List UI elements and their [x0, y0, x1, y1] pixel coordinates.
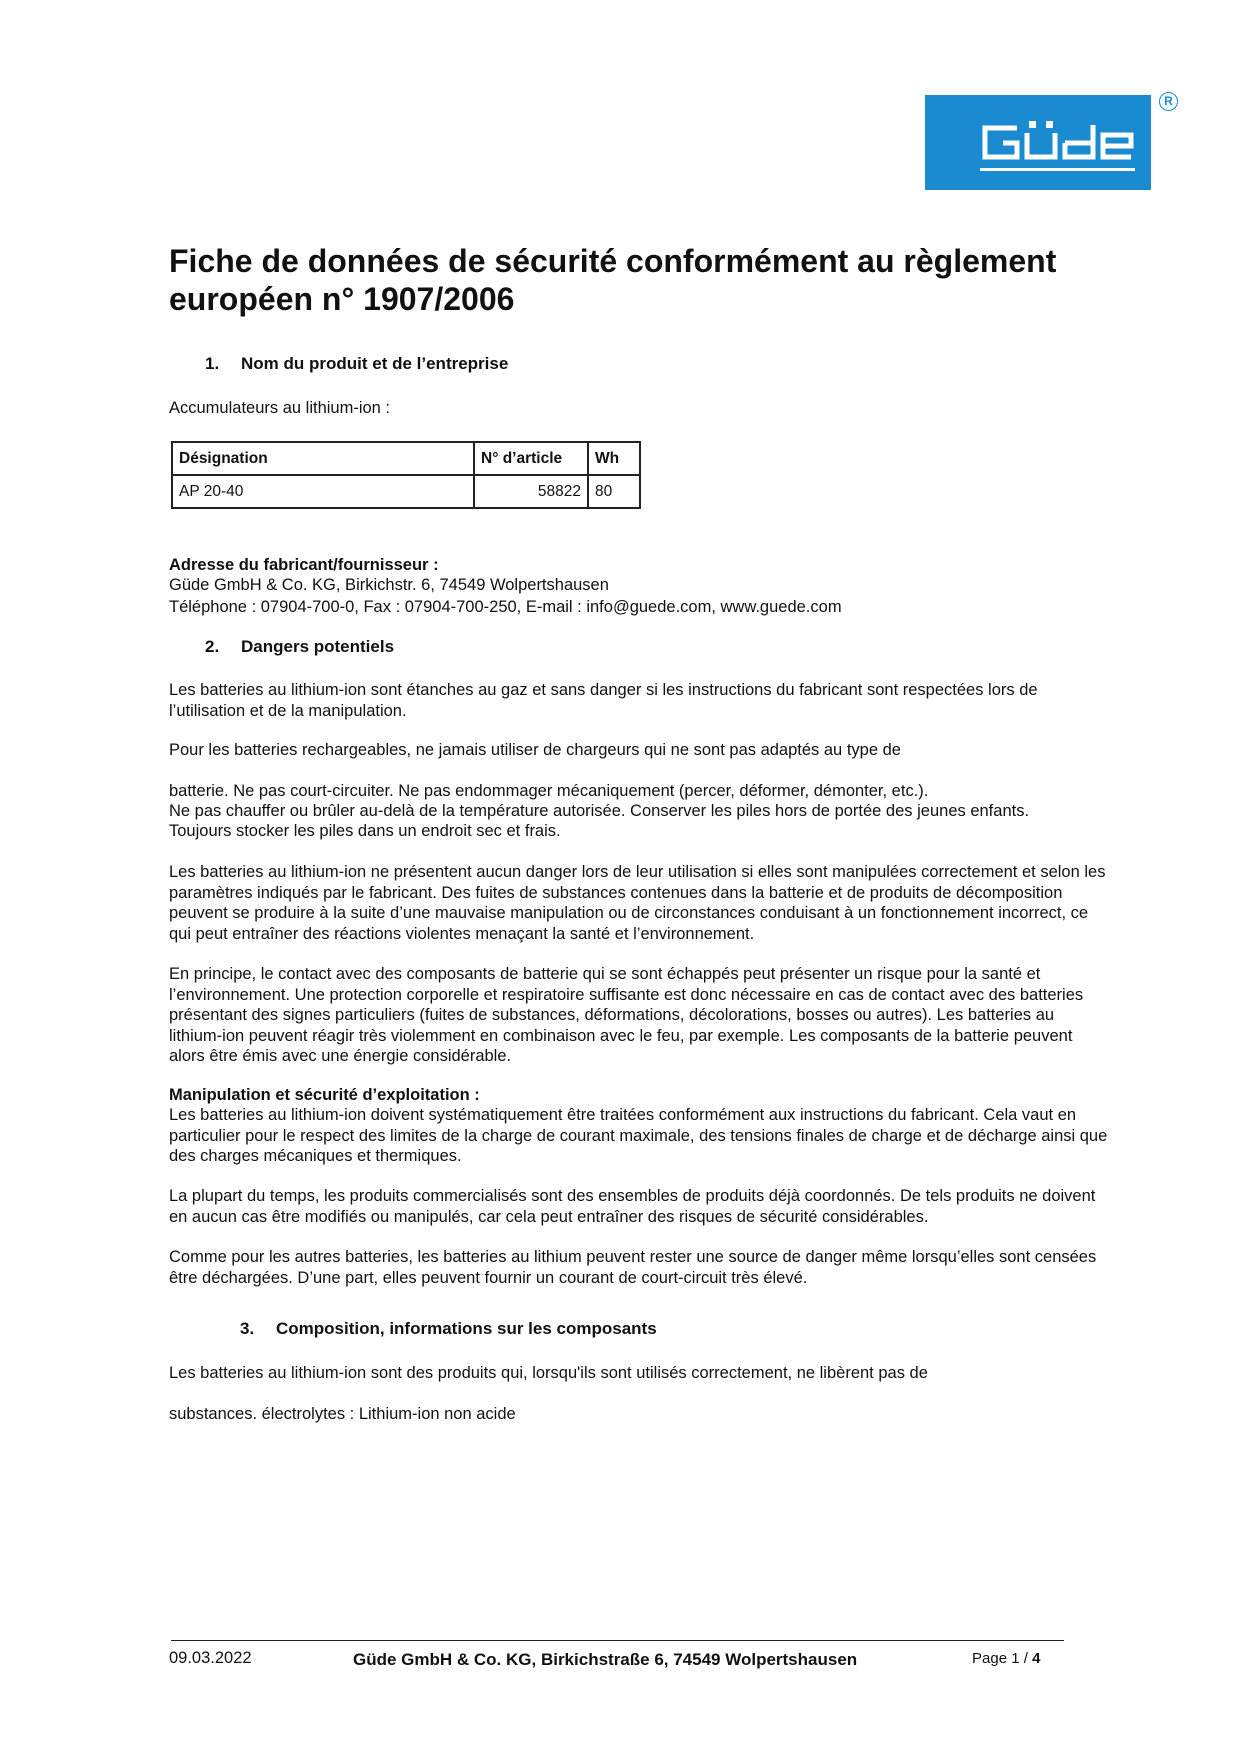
handling-paragraph-1: Les batteries au lithium-ion doivent systématiquement être traitées conformément aux instructions du fabricant. Cela vaut en particulier pour le respect des limites de la charge de courant maximale, des tensions finales de charge et de décharge ainsi que des charges mécaniques et thermiques.: [169, 1106, 1108, 1165]
page-total: 4: [1032, 1650, 1041, 1667]
table-row: [172, 475, 640, 508]
cell-article: 58822: [474, 475, 588, 508]
section-number: 1.: [205, 354, 220, 373]
column-header-designation: Désignation: [172, 442, 474, 475]
section-title: Nom du produit et de l’entreprise: [241, 354, 509, 373]
cell-designation: AP 20-40: [172, 475, 474, 508]
section-number: 2.: [205, 637, 220, 656]
section-title: Composition, informations sur les composants: [276, 1319, 657, 1338]
section-2-heading: [205, 636, 394, 658]
section-3-heading: [240, 1318, 657, 1340]
section-3-paragraph-1: Les batteries au lithium-ion sont des produits qui, lorsqu'ils sont utilisés correctement, ne libèrent pas de: [169, 1364, 928, 1382]
footer-divider: [171, 1640, 1064, 1641]
column-header-wh: Wh: [588, 442, 640, 475]
section-2-paragraph-5: En principe, le contact avec des composants de batterie qui se sont échappés peut présenter un risque pour la santé et l’environnement. Une protection corporelle et respiratoire suffisante est donc nécessaire en cas de contact avec des batteries présentant des signes particuliers (fuites de substances, déformations, décolorations, bosses ou autres). Les batteries au lithium-ion peuvent réagir très violemment en combinaison avec le feu, par exemple. Les composants de la batterie peuvent alors être émis avec une énergie considérable.: [169, 965, 1084, 1065]
page-separator: /: [1023, 1650, 1028, 1667]
handling-paragraph-3: Comme pour les autres batteries, les batteries au lithium peuvent rester une source de danger même lorsqu’elles sont censées être déchargées. D’une part, elles peuvent fournir un courant de court-circuit très élevé.: [169, 1248, 1097, 1287]
section-2-paragraph-1: Les batteries au lithium-ion sont étanches au gaz et sans danger si les instructions du fabricant sont respectées lors de l’utilisation et de la manipulation.: [169, 681, 1038, 720]
table-header-row: [172, 442, 640, 475]
section-2-paragraph-3-line-1: batterie. Ne pas court-circuiter. Ne pas endommager mécaniquement (percer, déformer, démonter, etc.).: [169, 782, 929, 800]
footer-company: Güde GmbH & Co. KG, Birkichstraße 6, 74549 Wolpertshausen: [353, 1650, 858, 1669]
address-line-2: Téléphone : 07904-700-0, Fax : 07904-700-250, E-mail : info@guede.com, www.guede.com: [169, 598, 842, 616]
handling-paragraph-2: La plupart du temps, les produits commercialisés sont des ensembles de produits déjà coordonnés. De tels produits ne doivent en aucun cas être modifiés ou manipulés, car cela peut entraîner des risques de sécurité considérables.: [169, 1187, 1096, 1226]
footer-date: 09.03.2022: [169, 1649, 252, 1667]
section-number: 3.: [240, 1319, 255, 1338]
section-1-intro: Accumulateurs au lithium-ion :: [169, 399, 391, 417]
guede-logo: [925, 95, 1151, 190]
section-title: Dangers potentiels: [241, 637, 395, 656]
address-heading: Adresse du fabricant/fournisseur :: [169, 556, 439, 574]
section-2-paragraph-2: Pour les batteries rechargeables, ne jamais utiliser de chargeurs qui ne sont pas adaptés au type de: [169, 741, 901, 759]
section-1-heading: [205, 353, 508, 375]
footer-page-number: [972, 1650, 1040, 1667]
product-table: [171, 441, 641, 509]
column-header-article: N° d’article: [474, 442, 588, 475]
registered-trademark-icon: R: [1159, 92, 1178, 111]
section-2-paragraph-4: Les batteries au lithium-ion ne présentent aucun danger lors de leur utilisation si elles sont manipulées correctement et selon les paramètres indiqués par le fabricant. Des fuites de substances contenues dans la batterie et de produits de décomposition peuvent se produire à la suite d’une mauvaise manipulation ou de circonstances conduisant à un fonctionnement incorrect, ce qui peut entraîner des réactions violentes menaçant la santé et l’environnement.: [169, 863, 1106, 943]
document-title: Fiche de données de sécurité conformément au règlement européen n° 1907/2006: [169, 243, 1057, 317]
section-3-paragraph-2: substances. électrolytes : Lithium-ion non acide: [169, 1405, 516, 1423]
cell-wh: 80: [588, 475, 640, 508]
handling-heading: Manipulation et sécurité d’exploitation :: [169, 1086, 480, 1104]
page-label: Page 1: [972, 1650, 1020, 1667]
section-2-paragraph-3-line-3: Toujours stocker les piles dans un endroit sec et frais.: [169, 822, 561, 840]
section-2-paragraph-3-line-2: Ne pas chauffer ou brûler au-delà de la température autorisée. Conserver les piles hors de portée des jeunes enfants.: [169, 802, 1030, 820]
address-line-1: Güde GmbH & Co. KG, Birkichstr. 6, 74549 Wolpertshausen: [169, 576, 609, 594]
